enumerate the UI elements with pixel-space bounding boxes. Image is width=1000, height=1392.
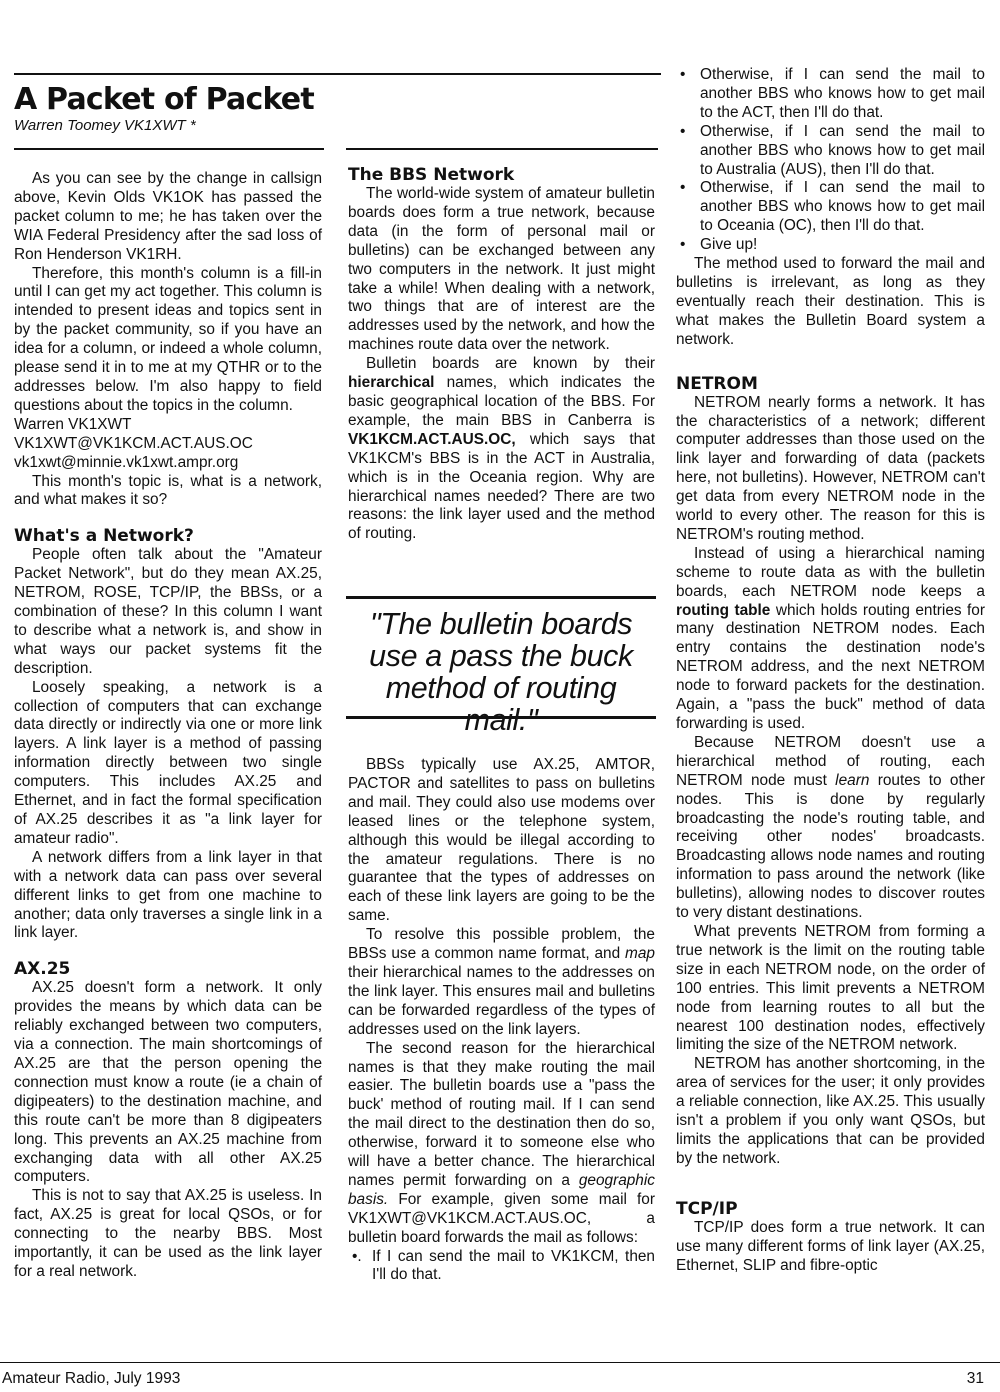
term-bbs-address: VK1KCM.ACT.AUS.OC,: [348, 430, 516, 448]
network-paragraph-3: A network differs from a link layer in that with a network data can pass over several different links to get from one machine to another; data only traverses a single link in a link layer.: [14, 848, 322, 942]
page-number: 31: [966, 1370, 984, 1387]
byline: Warren Toomey VK1XWT *: [14, 117, 196, 134]
heading-tcpip: TCP/IP: [676, 1198, 738, 1219]
term-geographic-basis: geographic basis.: [348, 1171, 655, 1208]
intro-paragraph-2: Therefore, this month's column is a fill-in until I can get my act together. This column is intended to present ideas and topics sent in by the packet community, so if you have an idea for a column, or indeed a whole column, please send it in to me at my QTHR or to the addresses below. I'm also happy to field questions about the topics in the column.: [14, 264, 322, 414]
bbs-paragraph-4: To resolve this possible problem, the BBSs use a common name format, and map their hierarchical names to the addresses on the link layer. This ensures mail and bulletins can be forwarded regardless of the types of addresses used on the link layers.: [348, 926, 655, 1038]
list-item: • Give up!: [680, 236, 758, 254]
bbs-paragraph-1: The world-wide system of amateur bulletin boards does form a true network, because data (in the form of personal mail or bulletins) can be exchanged between any two computers in the network. It just might take a while! When dealing with a network, two things that are of interest are the addresses used by the network, and how the machines route data over the network.: [348, 185, 655, 354]
pullquote-rule-top: [346, 596, 656, 599]
column-2: [348, 165, 655, 544]
article-title: A Packet of Packet: [14, 82, 314, 117]
network-paragraph-1: People often talk about the "Amateur Packet Network", but do they mean AX.25, NETROM, ROSE, TCP/IP, the BBSs, or a combination of these? In this column I want to describe what a network is, and show in what ways our packet systems fit the description.: [14, 546, 322, 677]
contact-name: Warren VK1XWT: [14, 415, 132, 433]
netrom-paragraph-1: NETROM nearly forms a network. It has the characteristics of a network; different computer addresses than those used on the link layer and forwarding of data (packets here, not bulletins). However, NETROM can't get data from every NETROM node in the world to every other. The reason for this is NETROM's routing method.: [676, 393, 985, 543]
bbs-paragraph-2: Bulletin boards are known by their hierarchical names, which indicates the basic geographical location of the BBS. For example, the main BBS in Canberra is VK1KCM.ACT.AUS.OC, which says that VK1KCM's BBS is in the ACT in Australia, which is in the Oceania region. Why are hierarchical names needed? There are two reasons: the link layer used and the method of routing.: [348, 355, 655, 543]
network-paragraph-2: Loosely speaking, a network is a collection of computers that can exchange data directly or indirectly via one or more link layers. A link layer is a method of passing information directly between two single computers. This includes AX.25 and Ethernet, and in fact the formal specification of AX.25 describes it as "a link layer for amateur radio".: [14, 678, 322, 847]
forwarding-list-start: [348, 1248, 655, 1286]
tcpip-paragraph-1: TCP/IP does form a true network. It can use many different forms of link layer (AX.25, Ethernet, SLIP and fibre-optic: [676, 1218, 985, 1274]
heading-whats-a-network: What's a Network?: [14, 526, 194, 547]
column-3: [676, 66, 985, 1275]
contact-bbs-address: VK1XWT@VK1KCM.ACT.AUS.OC: [14, 434, 253, 452]
column-1: [14, 170, 322, 1282]
heading-bbs-network: The BBS Network: [348, 165, 515, 185]
column-2-lower: [348, 756, 655, 1285]
netrom-paragraph-5: NETROM has another shortcoming, in the area of services for the user; it only provides a reliable connection, like AX.25. This usually isn't a problem if you only want QSOs, but limits the applications that can be provided by the network.: [676, 1055, 985, 1167]
term-map: map: [625, 945, 655, 963]
ax25-paragraph-1: AX.25 doesn't form a network. It only provides the means by which data can be reliably exchanged between two computers, via a connection. The main shortcomings of AX.25 are that the person opening the connection must know a route (ie a chain of digipeaters) to the destination machine, and this route can't be more than 8 digipeaters long. This prevents an AX.25 machine from exchanging data with all other AX.25 computers.: [14, 979, 322, 1186]
ax25-paragraph-2: This is not to say that AX.25 is useless. In fact, AX.25 is great for local QSOs, or for connecting to the nearby BBS. Most importantly, it can be used as the link layer for a real network.: [14, 1187, 322, 1280]
title-block: [14, 82, 334, 134]
list-item: • Otherwise, if I can send the mail to another BBS who knows how to get mail to Australia (AUS), then I'll do that.: [680, 122, 985, 178]
intro-paragraph-3: This month's topic is, what is a network, and what makes it so?: [14, 472, 322, 509]
netrom-paragraph-3: Because NETROM doesn't use a hierarchical method of routing, each NETROM node must learn routes to other nodes. This is done by regularly broadcasting the node's routing table, and receiving other nodes' broadcasts. Broadcasting allows node names and routing information to pass around the network (like bulletins), allowing nodes to discover routes to very distant destinations.: [676, 733, 985, 922]
term-learn: learn: [835, 771, 870, 789]
header-rule-mid: [346, 148, 658, 150]
top-rule-left: [14, 73, 661, 75]
list-item: • Otherwise, if I can send the mail to another BBS who knows how to get mail to Oceania (OC), then I'll do that.: [680, 179, 985, 235]
contact-email: vk1xwt@minnie.vk1xwt.ampr.org: [14, 453, 239, 471]
pullquote-rule-bottom: [346, 716, 656, 719]
netrom-paragraph-2: Instead of using a hierarchical naming scheme to route data as with the bulletin boards, each NETROM node keeps a routing table which holds routing entries for many destination NETROM nodes. Each entry contains the destination node's NETROM address, and the next NETROM node to forward packets for the destination. Again, a "pass the buck" method of data forwarding is used.: [676, 544, 985, 732]
bbs-paragraph-3: BBSs typically use AX.25, AMTOR, PACTOR and satellites to pass on bulletins and mail. They could also use modems over leased lines or the telephone system, although this would be illegal according to the amateur regulations. There is no guarantee that the types of addresses on each of these link layers are going to be the same.: [348, 756, 655, 925]
list-item: •. If I can send the mail to VK1KCM, then I'll do that.: [352, 1247, 655, 1284]
footer-magazine: Amateur Radio, July 1993: [2, 1370, 181, 1387]
bbs-paragraph-6: The method used to forward the mail and bulletins is irrelevant, as long as they eventually reach their destination. This is what makes the Bulletin Board system a network.: [676, 255, 985, 348]
heading-netrom: NETROM: [676, 373, 758, 394]
term-routing-table: routing table: [676, 601, 771, 619]
pullquote: "The bulletin boards use a pass the buck method of routing mail.": [369, 607, 633, 737]
netrom-paragraph-4: What prevents NETROM from forming a true network is the limit on the routing table size in each NETROM node, on the order of 100 entries. This limit prevents a NETROM node from learning routes to all but the nearest 100 destination nodes, effectively limiting the size of the NETROM network.: [676, 922, 985, 1054]
header-rule-left: [14, 148, 324, 150]
term-hierarchical: hierarchical: [348, 374, 435, 392]
intro-paragraph-1: As you can see by the change in callsign above, Kevin Olds VK1OK has passed the packet column to me; he has taken over the WIA Federal Presidency after the sad loss of Ron Henderson VK1RH.: [14, 170, 322, 263]
footer-rule: [0, 1362, 1000, 1363]
list-item: • Otherwise, if I can send the mail to another BBS who knows how to get mail to the ACT, then I'll do that.: [680, 66, 985, 121]
heading-ax25: AX.25: [14, 959, 71, 980]
bbs-paragraph-5: The second reason for the hierarchical names is that they make routing the mail easier. The bulletin boards use a "pass the buck' method of routing mail. If I can send the mail direct to the destination then do so, otherwise, forward it to someone else who will have a better chance. The hierarchical names permit forwarding on a geographic basis. For example, given some mail for VK1XWT@VK1KCM.ACT.AUS.OC, a bulletin board forwards the mail as follows:: [348, 1039, 655, 1246]
forwarding-list-continued: [676, 66, 985, 255]
